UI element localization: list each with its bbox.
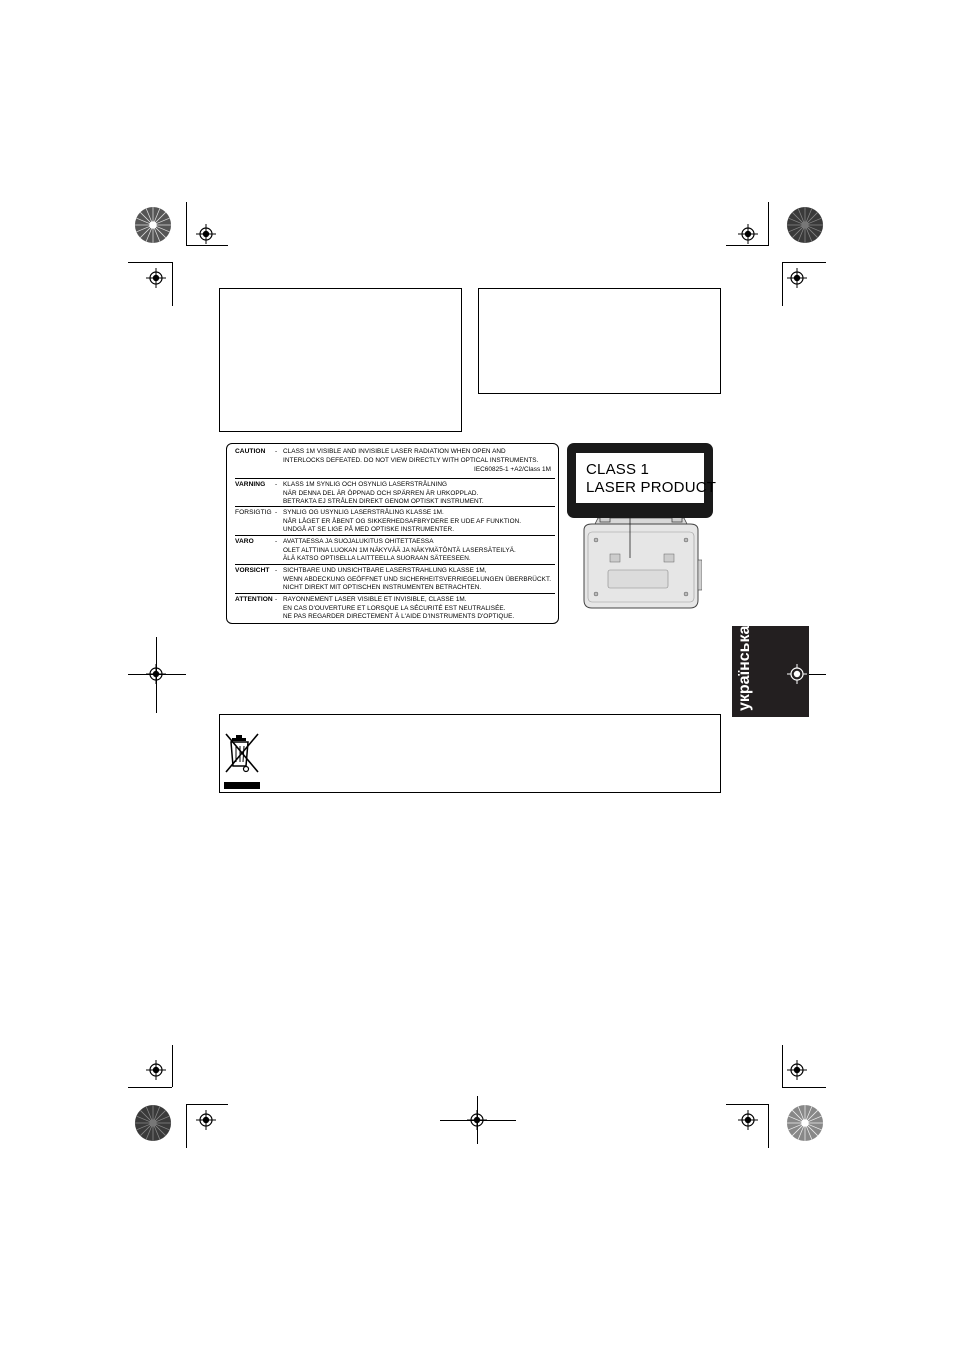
rosette-icon [134,206,172,244]
device-underside-illustration [580,512,702,610]
crossed-out-wheelie-bin-icon [222,732,264,780]
warning-text [283,509,521,535]
warning-line: ÄLÄ KATSO OPTISELLA LAITTEELLA SUORAAN SÄTEESEEN. [283,555,471,563]
warning-line: NÄR DENNA DEL ÄR ÖPPNAD OCH SPÄRREN ÄR URKOPPLAD. [283,489,479,497]
rosette-icon [134,1104,172,1142]
warning-heading: CAUTION [235,448,266,455]
warning-line: SYNLIG OG USYNLIG LASERSTRÅLING KLASSE 1M. [283,509,444,516]
crop-mark-line [782,262,783,306]
warning-text [283,448,538,465]
warning-line: NÅR LÅGET ER ÅBENT OG SIKKERHEDSAFBRYDERE ER UDE AF FUNKTION. [283,517,522,525]
warning-line: EN CAS D'OUVERTURE ET LORSQUE LA SÉCURITÉ EST NEUTRALISÉE. [283,604,506,612]
crop-mark-line [768,1104,769,1148]
warning-line: WENN ABDECKUNG GEÖFFNET UND SICHERHEITSVERRIEGELUNGEN ÜBERBRÜCKT. [283,575,552,583]
registration-target-icon [738,1110,758,1130]
notice-box-left [219,288,462,432]
warning-line: CLASS 1M VISIBLE AND INVISIBLE LASER RADIATION WHEN OPEN AND [283,448,506,455]
warning-row-vorsicht [235,565,555,594]
warning-line: SICHTBARE UND UNSICHTBARE LASERSTRAHLUNG KLASSE 1M, [283,567,487,574]
warning-heading: ATTENTION [235,596,273,603]
language-tab-label: українська [736,625,753,711]
crop-mark-line [156,637,157,713]
warning-line: NICHT DIREKT MIT OPTISCHEN INSTRUMENTEN BETRACHTEN. [283,584,482,592]
warning-heading: VARNING [235,481,266,488]
crop-mark-line [172,262,173,306]
rosette-icon [786,206,824,244]
crop-mark-line [128,262,172,263]
warning-dash: - [275,567,278,574]
crop-mark-line [186,245,228,246]
rosette-icon [786,1104,824,1142]
registration-target-icon [146,1060,166,1080]
warning-line: OLET ALTTIINA LUOKAN 1M NÄKYVÄÄ JA NÄKYMÄTÖNTÄ LASERSÄTEILYÄ. [283,546,516,554]
crop-mark-line [172,1045,173,1087]
laser-warning-label [226,443,559,624]
warning-line: INTERLOCKS DEFEATED. DO NOT VIEW DIRECTLY WITH OPTICAL INSTRUMENTS. [283,456,539,464]
iec-standard-text: IEC60825-1 +A2/Class 1M [474,466,551,473]
crop-mark-line [186,1104,228,1105]
warning-dash: - [275,596,278,603]
warning-row-varning [235,479,555,507]
sticker-inner-panel [576,453,717,503]
warning-heading: FORSIGTIG [235,509,272,516]
registration-target-icon [787,268,807,288]
warning-dash: - [275,448,278,455]
crop-mark-line [768,202,769,246]
notice-box-right [478,288,721,394]
warning-text [283,567,551,593]
warning-text [283,538,516,564]
crop-mark-line [726,245,768,246]
warning-dash: - [275,509,278,516]
warning-line: KLASS 1M SYNLIG OCH OSYNLIG LASERSTRÅLNING [283,481,448,488]
crop-mark-line [782,1045,783,1087]
warning-row-forsigtig [235,507,555,536]
registration-target-icon [196,224,216,244]
registration-target-icon [146,268,166,288]
warning-heading: VORSICHT [235,567,270,574]
crop-mark-line [128,1087,172,1088]
warning-row-caution [235,448,555,479]
crop-mark-line [782,1087,826,1088]
registration-target-icon [787,664,807,684]
crop-mark-line [782,262,826,263]
sticker-line-laser-product: LASER PRODUCT [586,479,717,496]
sticker-line-class: CLASS 1 [586,461,650,478]
warning-line: UNDGÅ AT SE LIGE PÅ MED OPTISKE INSTRUMENTER. [283,526,455,534]
warning-line: NE PAS REGARDER DIRECTEMENT À L'AIDE D'INSTRUMENTS D'OPTIQUE. [283,613,515,621]
warning-line: RAYONNEMENT LASER VISIBLE ET INVISIBLE, CLASSE 1M. [283,596,467,603]
warning-row-varo [235,536,555,565]
warning-dash: - [275,538,278,545]
warning-row-attention [235,594,555,622]
warning-text [283,596,514,622]
disposal-info-box [219,714,721,793]
warning-heading: VARO [235,538,254,545]
crop-mark-line [477,1096,478,1144]
warning-dash: - [275,481,278,488]
warning-line: AVATTAESSA JA SUOJALUKITUS OHITETTAESSA [283,538,434,545]
crop-mark-line [186,202,187,246]
warning-line: BETRAKTA EJ STRÅLEN DIREKT GENOM OPTISKT INSTRUMENT. [283,498,484,506]
weee-underline-bar [224,782,260,789]
registration-target-icon [787,1060,807,1080]
warning-text [283,481,484,507]
crop-mark-line [726,1104,768,1105]
registration-target-icon [196,1110,216,1130]
crop-mark-line [128,674,186,675]
crop-mark-line [440,1120,516,1121]
class1-laser-product-sticker [567,443,717,518]
crop-mark-line [186,1104,187,1148]
registration-target-icon [738,224,758,244]
